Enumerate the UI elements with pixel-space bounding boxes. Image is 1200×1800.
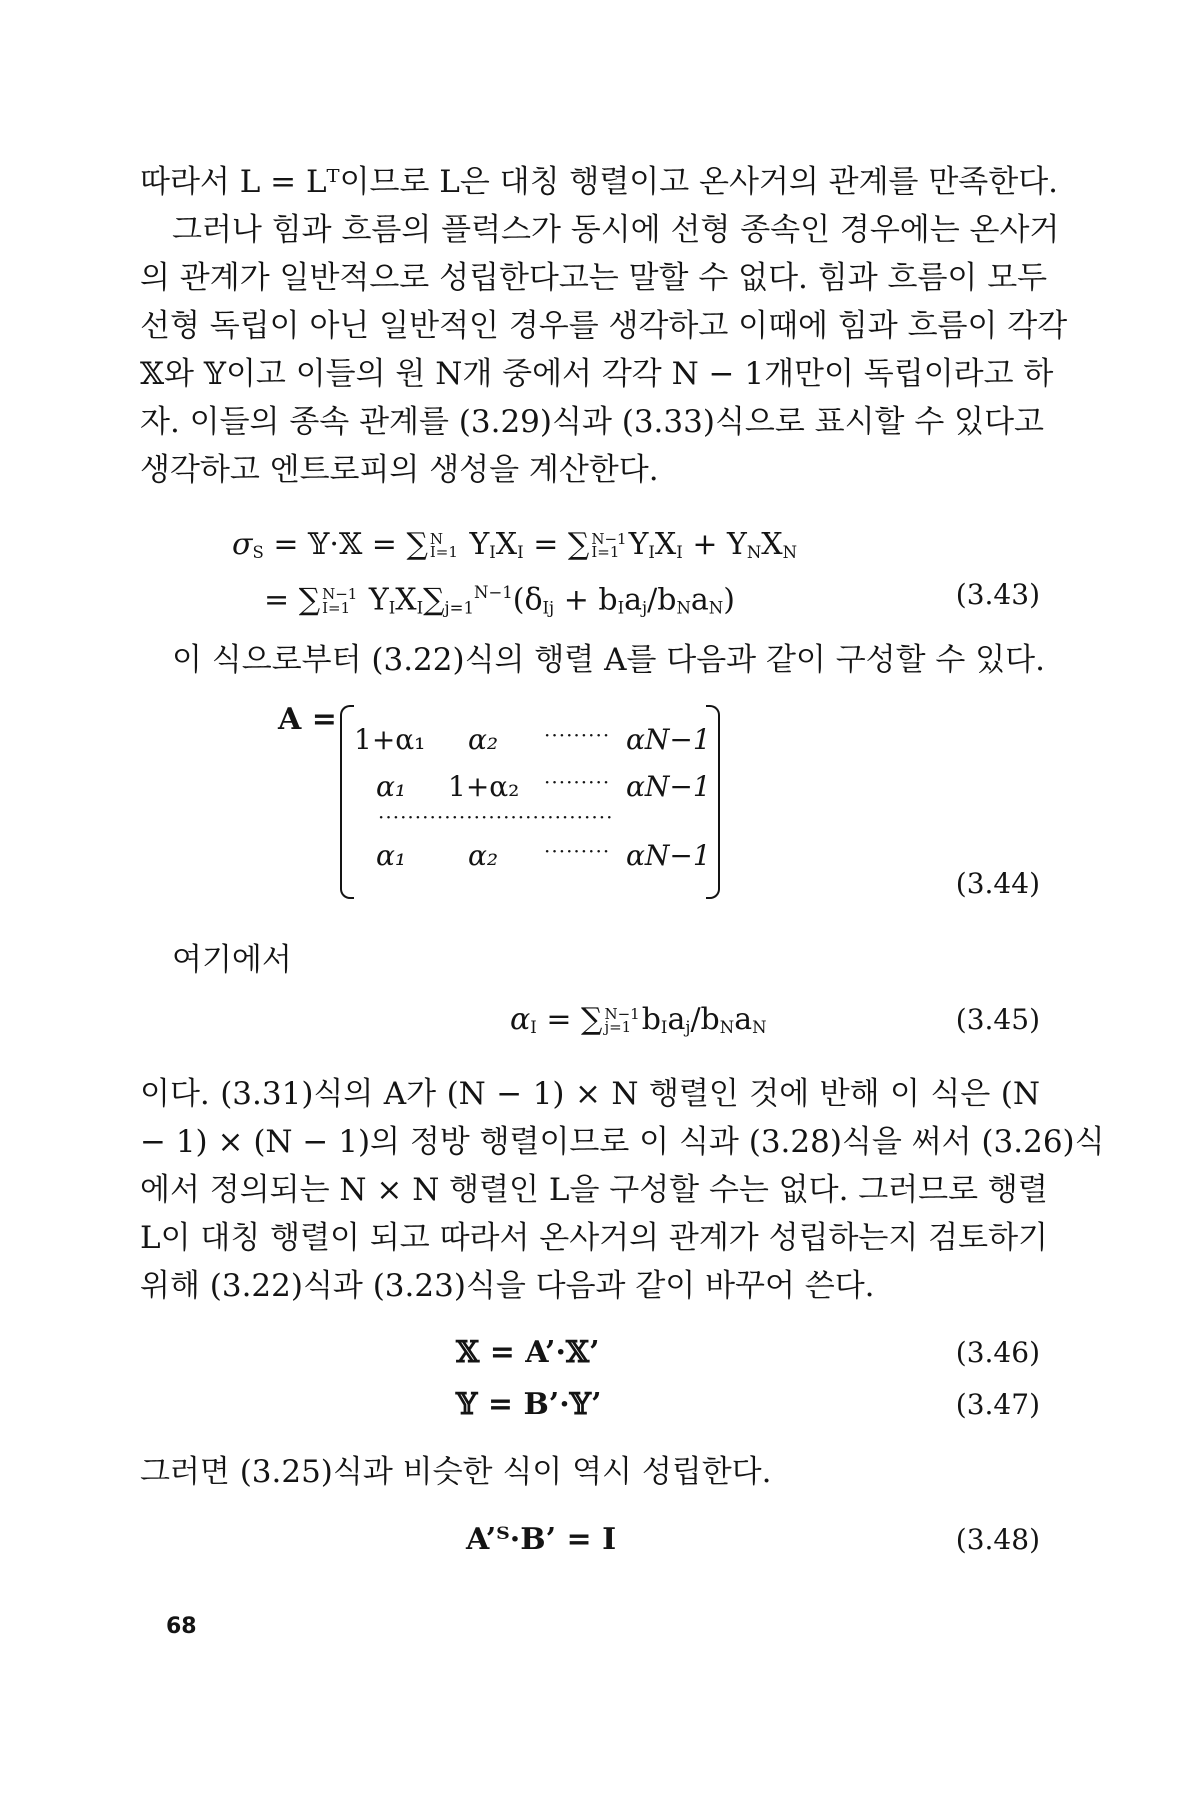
equation-3-47: 𝕐 = B’·𝕐’ [456,1387,602,1422]
matrix-dots: ········· [544,839,611,863]
equation-3-43-line2: = ∑ N−1 I=1 $Y_IX_I\sum_{j=1}^{N-1}(\delta_{Ij} + b_Ia_j/b_Na_N)$ [264,582,735,618]
paragraph-line: 이 식으로부터 (3.22)식의 행렬 A를 다음과 같이 구성할 수 있다. [172,642,1045,678]
matrix-lhs: A = [278,702,337,737]
matrix-dots: ········· [544,770,611,794]
matrix-cell: α₂ [468,723,499,756]
matrix-row-dots: ································ [378,805,614,829]
matrix-dots: ········· [544,723,611,747]
matrix-cell: αN−1 [626,839,711,872]
equation-3-48: A’ᵀ·B’ = I [466,1522,617,1557]
paragraph-line: 생각하고 엔트로피의 생성을 계산한다. [140,452,659,488]
equation-3-43-line1: $\sigma_S$ = 𝕐·𝕏 = ∑ N I=1 $Y_IX_I$ = ∑ N−1 I=1 $Y_IX_I + Y_NX_N$ [232,527,798,563]
equation-number: (3.43) [955,578,1040,611]
paragraph-line: 𝕏와 𝕐이고 이들의 원 N개 중에서 각각 N − 1개만이 독립이라고 하 [140,356,1054,392]
matrix-cell: 1+α₁ [354,723,426,756]
paragraph-line: 이다. (3.31)식의 A가 (N − 1) × N 행렬인 것에 반해 이 식은 (N [140,1076,1040,1112]
paragraph-line: 의 관계가 일반적으로 성립한다고는 말할 수 없다. 힘과 흐름이 모두 [140,260,1048,296]
matrix-cell: 1+α₂ [448,770,520,803]
paragraph-line: 그러나 힘과 흐름의 플럭스가 동시에 선형 종속인 경우에는 온사거 [172,212,1060,248]
paragraph-line: 자. 이들의 종속 관계를 (3.29)식과 (3.33)식으로 표시할 수 있다고 [140,404,1044,440]
page-number: 68 [166,1614,197,1639]
paragraph-line: 선형 독립이 아닌 일반적인 경우를 생각하고 이때에 힘과 흐름이 각각 [140,308,1068,344]
matrix-a [340,705,720,895]
equation-number: (3.45) [955,1003,1040,1036]
equation-number: (3.46) [955,1336,1040,1369]
equation-3-46: 𝕏 = A’·𝕏’ [456,1335,600,1370]
paragraph-line: − 1) × (N − 1)의 정방 행렬이므로 이 식과 (3.28)식을 써서 (3.26)식 [140,1124,1105,1160]
equation-number: (3.44) [955,867,1040,900]
paragraph-line: 여기에서 [172,942,292,978]
paragraph-line: 위해 (3.22)식과 (3.23)식을 다음과 같이 바꾸어 쓴다. [140,1268,875,1304]
paragraph-line: 에서 정의되는 N × N 행렬인 L을 구성할 수는 없다. 그러므로 행렬 [140,1172,1048,1208]
paragraph-line: 그러면 (3.25)식과 비슷한 식이 역시 성립한다. [140,1454,772,1490]
paragraph-line: L이 대칭 행렬이 되고 따라서 온사거의 관계가 성립하는지 검토하기 [140,1220,1048,1256]
matrix-cell: αN−1 [626,770,711,803]
equation-number: (3.47) [955,1388,1040,1421]
matrix-cell: αN−1 [626,723,711,756]
paragraph-line: 따라서 L = Lᵀ이므로 L은 대칭 행렬이고 온사거의 관계를 만족한다. [140,164,1058,200]
equation-number: (3.48) [955,1523,1040,1556]
matrix-cell: α₁ [376,770,407,803]
matrix-cell: α₂ [468,839,499,872]
matrix-cell: α₁ [376,839,407,872]
matrix-left-bracket [340,705,354,899]
equation-3-45: $\alpha_I$ = ∑ N−1 j=1 $b_Ia_j/b_Na_N$ [510,1002,767,1038]
